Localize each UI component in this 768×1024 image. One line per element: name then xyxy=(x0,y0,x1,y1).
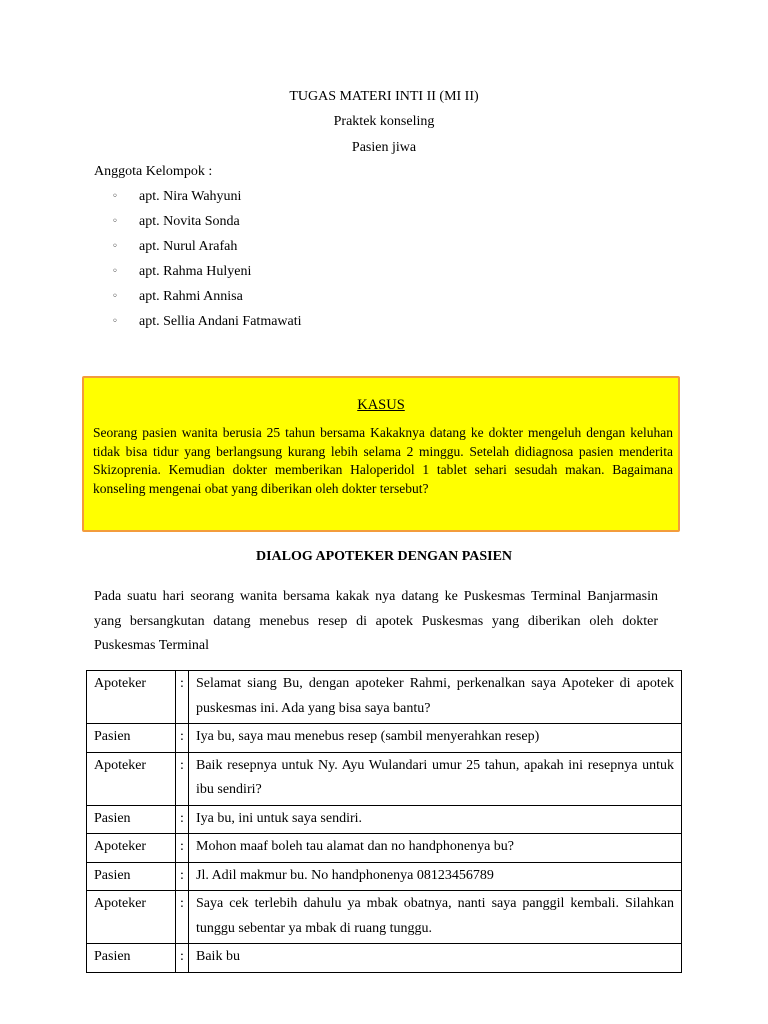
dialog-utterance: Baik bu xyxy=(189,944,682,973)
bullet-circle-icon: ◦ xyxy=(112,266,118,277)
member-name: apt. Nira Wahyuni xyxy=(139,189,242,204)
group-members-list xyxy=(112,188,302,338)
dialog-utterance: Iya bu, ini untuk saya sendiri. xyxy=(189,805,682,834)
dialog-utterance: Iya bu, saya mau menebus resep (sambil menyerahkan resep) xyxy=(189,724,682,753)
dialog-table xyxy=(86,670,682,973)
dialog-separator: : xyxy=(176,724,189,753)
group-members-label: Anggota Kelompok : xyxy=(94,164,213,179)
member-name: apt. Nurul Arafah xyxy=(139,239,238,254)
dialog-row xyxy=(87,834,682,863)
dialog-heading: DIALOG APOTEKER DENGAN PASIEN xyxy=(255,549,513,564)
dialog-utterance: Saya cek terlebih dahulu ya mbak obatnya, nanti saya panggil kembali. Silahkan tunggu sebentar ya mbak di ruang tunggu. xyxy=(189,891,682,944)
dialog-speaker: Pasien xyxy=(87,724,176,753)
dialog-row xyxy=(87,724,682,753)
member-item xyxy=(112,263,302,288)
member-name: apt. Novita Sonda xyxy=(139,214,240,229)
bullet-circle-icon: ◦ xyxy=(112,191,118,202)
bullet-circle-icon: ◦ xyxy=(112,291,118,302)
case-box xyxy=(82,376,680,532)
member-name: apt. Rahmi Annisa xyxy=(139,289,243,304)
dialog-intro-paragraph: Pada suatu hari seorang wanita bersama kakak nya datang ke Puskesmas Terminal Banjarmasin yang bersangkutan datang menebus resep di apotek Puskesmas yang diberikan oleh dokter Puskesmas Terminal xyxy=(94,589,658,653)
dialog-separator: : xyxy=(176,834,189,863)
document-subtitle-topic: Praktek konseling xyxy=(333,114,435,129)
dialog-speaker: Apoteker xyxy=(87,891,176,944)
dialog-row xyxy=(87,862,682,891)
dialog-separator: : xyxy=(176,805,189,834)
dialog-separator: : xyxy=(176,671,189,724)
dialog-speaker: Apoteker xyxy=(87,752,176,805)
dialog-utterance: Baik resepnya untuk Ny. Ayu Wulandari umur 25 tahun, apakah ini resepnya untuk ibu sendiri? xyxy=(189,752,682,805)
dialog-row xyxy=(87,671,682,724)
member-item xyxy=(112,313,302,338)
dialog-speaker: Apoteker xyxy=(87,671,176,724)
bullet-circle-icon: ◦ xyxy=(112,316,118,327)
dialog-row xyxy=(87,891,682,944)
bullet-circle-icon: ◦ xyxy=(112,241,118,252)
case-title: KASUS xyxy=(357,397,405,413)
dialog-separator: : xyxy=(176,862,189,891)
dialog-speaker: Pasien xyxy=(87,805,176,834)
member-item xyxy=(112,288,302,313)
dialog-speaker: Pasien xyxy=(87,944,176,973)
dialog-utterance: Selamat siang Bu, dengan apoteker Rahmi, perkenalkan saya Apoteker di apotek puskesmas ini. Ada yang bisa saya bantu? xyxy=(189,671,682,724)
dialog-row xyxy=(87,944,682,973)
dialog-utterance: Mohon maaf boleh tau alamat dan no handphonenya bu? xyxy=(189,834,682,863)
document-title: TUGAS MATERI INTI II (MI II) xyxy=(289,89,479,104)
member-item xyxy=(112,213,302,238)
member-name: apt. Rahma Hulyeni xyxy=(139,264,252,279)
member-name: apt. Sellia Andani Fatmawati xyxy=(139,314,302,329)
member-item xyxy=(112,188,302,213)
document-subtitle-case-type: Pasien jiwa xyxy=(351,140,417,155)
dialog-speaker: Apoteker xyxy=(87,834,176,863)
dialog-separator: : xyxy=(176,752,189,805)
dialog-separator: : xyxy=(176,944,189,973)
dialog-speaker: Pasien xyxy=(87,862,176,891)
dialog-row xyxy=(87,752,682,805)
dialog-separator: : xyxy=(176,891,189,944)
dialog-utterance: Jl. Adil makmur bu. No handphonenya 08123456789 xyxy=(189,862,682,891)
member-item xyxy=(112,238,302,263)
case-description: Seorang pasien wanita berusia 25 tahun bersama Kakaknya datang ke dokter mengeluh dengan keluhan tidak bisa tidur yang berlangsung kurang lebih selama 2 minggu. Setelah didiagnosa pasien menderita Skizoprenia. Kemudian dokter memberikan Haloperidol 1 tablet sehari sesudah makan. Bagaimana konseling mengenai obat yang diberikan oleh dokter tersebut? xyxy=(93,425,673,496)
dialog-row xyxy=(87,805,682,834)
bullet-circle-icon: ◦ xyxy=(112,216,118,227)
